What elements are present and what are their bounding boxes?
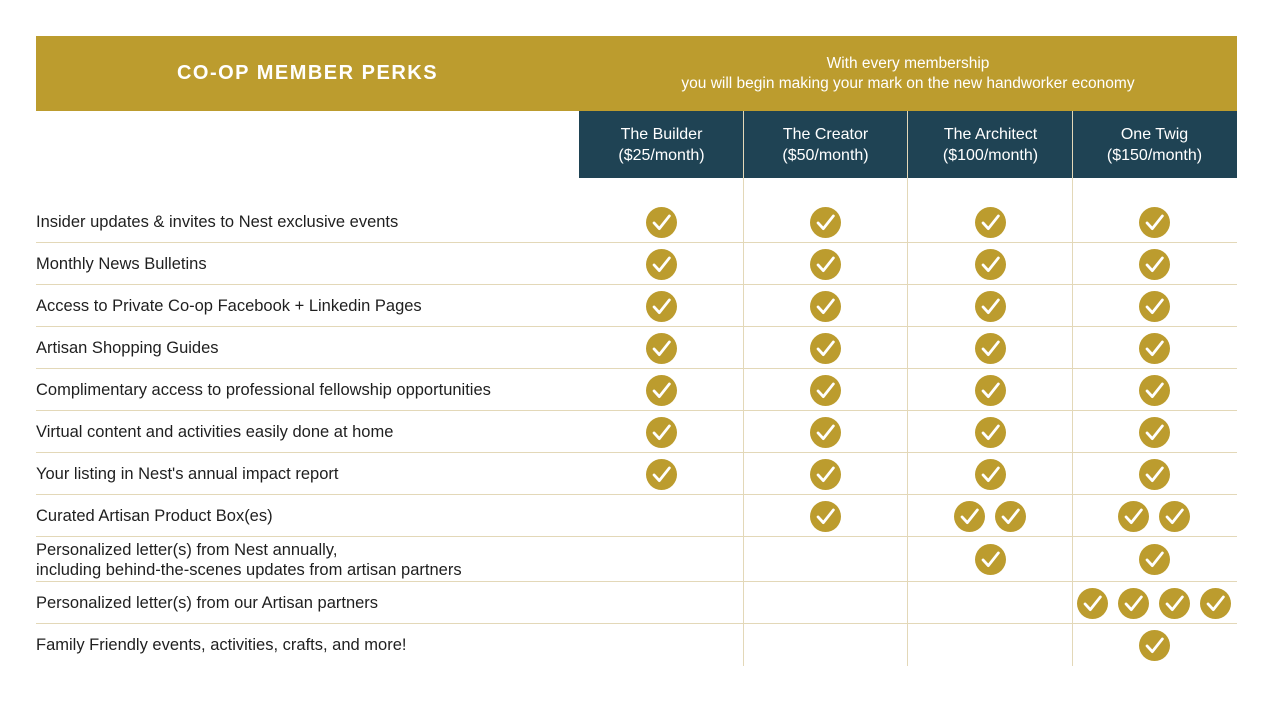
perk-cell [579, 201, 743, 243]
perk-cell [1072, 369, 1236, 411]
tier-price: ($25/month) [618, 146, 705, 164]
perk-cell [908, 327, 1072, 369]
tier-header-2 [908, 111, 1073, 178]
checkmark-icon [810, 375, 841, 406]
perk-label-line: Monthly News Bulletins [36, 255, 207, 273]
perk-label [36, 201, 576, 243]
perk-row [36, 411, 1237, 453]
perk-label-line: Complimentary access to professional fellowship opportunities [36, 381, 491, 399]
tier-price: ($100/month) [942, 146, 1039, 164]
checkmark-icon [810, 291, 841, 322]
checkmark-icon [646, 333, 677, 364]
checkmark-icon [975, 207, 1006, 238]
perk-cell [1072, 201, 1236, 243]
checkmark-icon [810, 417, 841, 448]
checkmark-icon [975, 291, 1006, 322]
perk-cell [743, 453, 907, 495]
perk-cell [908, 537, 1072, 582]
checkmark-icon [1200, 588, 1231, 619]
perk-label-line: Curated Artisan Product Box(es) [36, 507, 273, 525]
page-title: CO-OP MEMBER PERKS [176, 62, 439, 84]
perk-cell [908, 285, 1072, 327]
perk-label [36, 411, 576, 453]
checkmark-icon [810, 501, 841, 532]
perk-label [36, 624, 576, 666]
perk-cell [579, 582, 743, 624]
perk-cell [908, 369, 1072, 411]
checkmark-icon [646, 417, 677, 448]
perk-row [36, 537, 1237, 582]
perk-label [36, 495, 576, 537]
checkmark-icon [1118, 588, 1149, 619]
checkmark-icon [975, 375, 1006, 406]
perk-cell [908, 411, 1072, 453]
checkmark-icon [975, 417, 1006, 448]
perk-cell [743, 243, 907, 285]
checkmark-icon [646, 459, 677, 490]
perk-row [36, 453, 1237, 495]
perk-cell [579, 537, 743, 582]
tier-price: ($150/month) [1106, 146, 1203, 164]
perk-label [36, 582, 576, 624]
checkmark-icon [810, 207, 841, 238]
checkmark-icon [810, 333, 841, 364]
checkmark-icon [1077, 588, 1108, 619]
checkmark-icon [975, 249, 1006, 280]
checkmark-icon [1139, 291, 1170, 322]
perk-cell [1072, 243, 1236, 285]
checkmark-icon [1139, 207, 1170, 238]
perk-cell [1072, 624, 1236, 666]
perk-label [36, 243, 576, 285]
checkmark-icon [975, 333, 1006, 364]
checkmark-icon [1139, 417, 1170, 448]
perk-label-line: including behind-the-scenes updates from artisan partners [36, 560, 462, 579]
perk-label-line: Personalized letter(s) from our Artisan partners [36, 594, 379, 612]
perk-cell [1072, 411, 1236, 453]
perk-cell [743, 327, 907, 369]
perk-cell [743, 285, 907, 327]
checkmark-icon [975, 459, 1006, 490]
perk-label-line: Insider updates & invites to Nest exclusive events [36, 213, 399, 231]
checkmark-icon [1139, 630, 1170, 661]
perk-label-line: Access to Private Co-op Facebook + Linkedin Pages [36, 297, 422, 315]
perk-label-line: Family Friendly events, activities, crafts, and more! [36, 636, 407, 654]
subtitle-line-1: With every membership [826, 54, 990, 72]
checkmark-icon [646, 375, 677, 406]
checkmark-icon [1159, 501, 1190, 532]
perk-cell [908, 243, 1072, 285]
perk-label-line: Your listing in Nest's annual impact report [36, 465, 339, 483]
perk-cell [579, 411, 743, 453]
perk-cell [743, 411, 907, 453]
checkmark-icon [1139, 375, 1170, 406]
perk-cell [743, 201, 907, 243]
perk-cell [908, 495, 1072, 537]
perk-cell [579, 285, 743, 327]
perk-label-line: Artisan Shopping Guides [36, 339, 219, 357]
perk-cell [743, 495, 907, 537]
perk-label-line: Personalized letter(s) from Nest annually, [36, 540, 338, 559]
perk-label [36, 327, 576, 369]
checkmark-icon [954, 501, 985, 532]
tier-price: ($50/month) [782, 146, 869, 164]
checkmark-icon [810, 459, 841, 490]
checkmark-icon [1139, 459, 1170, 490]
perk-cell [1072, 582, 1236, 624]
tier-name: The Architect [943, 125, 1038, 143]
checkmark-icon [1118, 501, 1149, 532]
perk-row [36, 285, 1237, 327]
checkmark-icon [646, 207, 677, 238]
subtitle-line-2: you will begin making your mark on the new handworker economy [681, 74, 1135, 92]
perk-cell [579, 453, 743, 495]
checkmark-icon [975, 544, 1006, 575]
tier-header-3 [1072, 111, 1237, 178]
checkmark-icon [646, 249, 677, 280]
tier-header-0 [579, 111, 744, 178]
tier-name: The Builder [620, 125, 703, 143]
perk-label [36, 537, 576, 582]
checkmark-icon [810, 249, 841, 280]
perk-cell [908, 453, 1072, 495]
perk-row [36, 327, 1237, 369]
checkmark-icon [1159, 588, 1190, 619]
perk-cell [743, 369, 907, 411]
banner-subtitle [579, 36, 1237, 111]
perk-label [36, 369, 576, 411]
tier-name: The Creator [782, 125, 869, 143]
perk-cell [1072, 285, 1236, 327]
perk-row [36, 624, 1237, 666]
perk-cell [579, 624, 743, 666]
perk-cell [579, 327, 743, 369]
checkmark-icon [1139, 249, 1170, 280]
perk-cell [1072, 453, 1236, 495]
perk-cell [908, 582, 1072, 624]
perk-cell [1072, 327, 1236, 369]
perk-cell [743, 537, 907, 582]
perk-row [36, 201, 1237, 243]
perk-label [36, 453, 576, 495]
checkmark-icon [1139, 544, 1170, 575]
perk-row [36, 369, 1237, 411]
perk-label-line: Virtual content and activities easily done at home [36, 423, 394, 441]
perk-cell [1072, 537, 1236, 582]
perk-cell [579, 243, 743, 285]
perk-cell [743, 624, 907, 666]
perk-row [36, 243, 1237, 285]
perk-cell [908, 201, 1072, 243]
tier-header-1 [743, 111, 908, 178]
perk-cell [579, 495, 743, 537]
perk-cell [743, 582, 907, 624]
perk-row [36, 495, 1237, 537]
checkmark-icon [995, 501, 1026, 532]
perk-cell [908, 624, 1072, 666]
checkmark-icon [646, 291, 677, 322]
tier-name: One Twig [1120, 125, 1189, 143]
perk-row [36, 582, 1237, 624]
header-banner [36, 36, 1237, 111]
perk-label [36, 285, 576, 327]
perk-cell [579, 369, 743, 411]
perk-cell [1072, 495, 1236, 537]
checkmark-icon [1139, 333, 1170, 364]
